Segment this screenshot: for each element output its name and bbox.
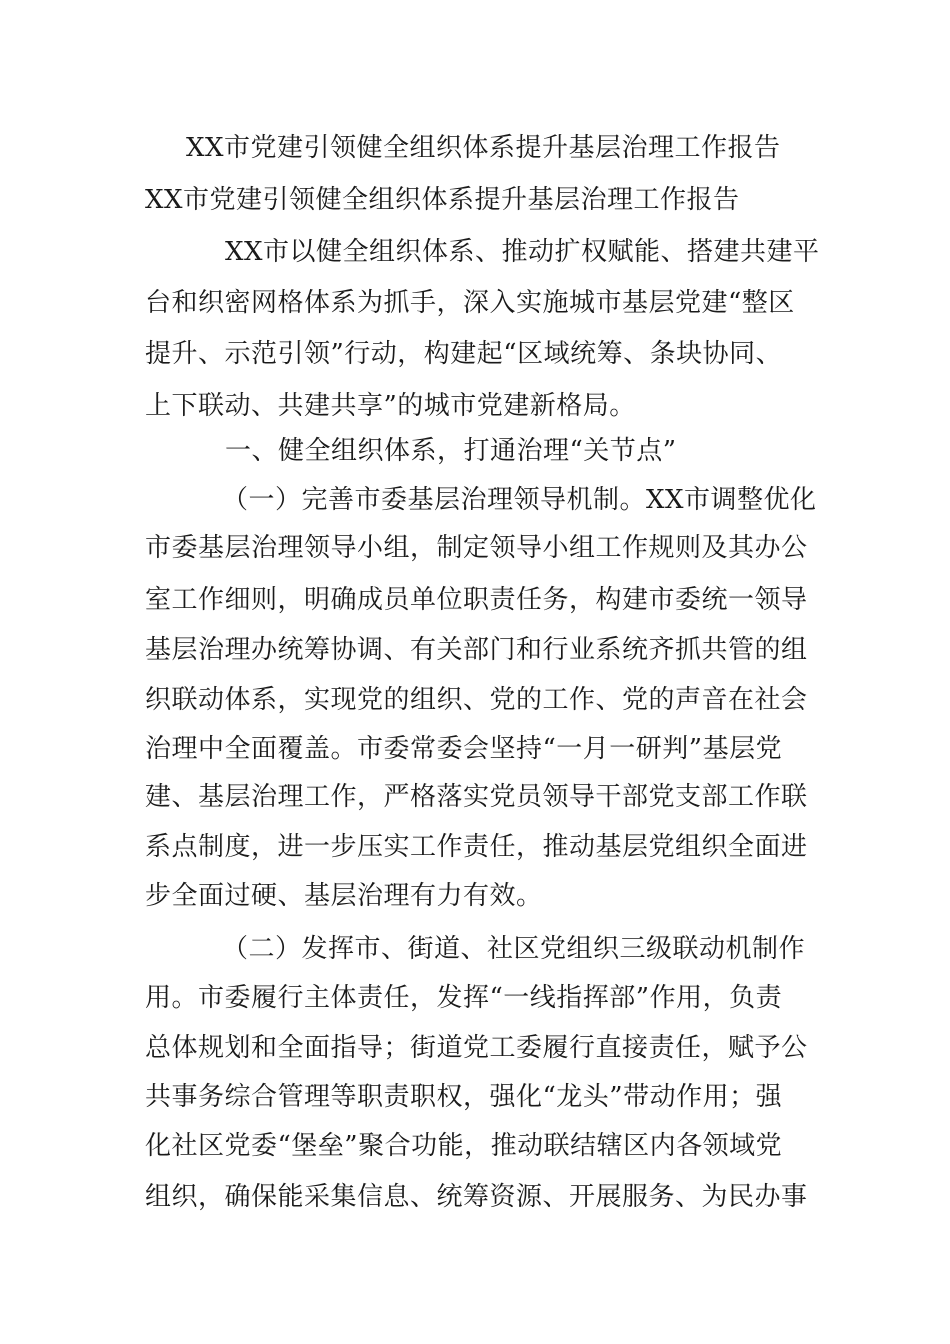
- intro-line: XX市以健全组织体系、推动扩权赋能、搭建共建平: [225, 237, 820, 267]
- paragraph-line: 组织，确保能采集信息、统筹资源、开展服务、为民办事: [145, 1182, 808, 1212]
- document-subtitle: XX市党建引领健全组织体系提升基层治理工作报告: [145, 185, 740, 215]
- paragraph-line: 织联动体系，实现党的组织、党的工作、党的声音在社会: [145, 685, 808, 715]
- paragraph-line: 市委基层治理领导小组，制定领导小组工作规则及其办公: [145, 533, 808, 563]
- paragraph-line: 系点制度，进一步压实工作责任，推动基层党组织全面进: [145, 832, 808, 862]
- intro-line: 提升、示范引领”行动，构建起“区域统筹、条块协同、: [145, 339, 783, 369]
- paragraph-line: 步全面过硬、基层治理有力有效。: [145, 881, 543, 911]
- paragraph-line: 建、基层治理工作，严格落实党员领导干部党支部工作联: [145, 782, 808, 812]
- section-heading: 一、健全组织体系，打通治理“关节点”: [225, 436, 677, 466]
- paragraph-line: 总体规划和全面指导；街道党工委履行直接责任，赋予公: [145, 1033, 808, 1063]
- paragraph-line: （二）发挥市、街道、社区党组织三级联动机制作: [222, 934, 806, 964]
- intro-line: 上下联动、共建共享”的城市党建新格局。: [145, 391, 636, 421]
- document-title: XX市党建引领健全组织体系提升基层治理工作报告: [186, 133, 781, 163]
- paragraph-line: 用。市委履行主体责任，发挥“一线指挥部”作用，负责: [145, 983, 783, 1013]
- paragraph-line: 基层治理办统筹协调、有关部门和行业系统齐抓共管的组: [145, 635, 808, 665]
- paragraph-line: 化社区党委“堡垒”聚合功能，推动联结辖区内各领域党: [145, 1131, 783, 1161]
- paragraph-line: 共事务综合管理等职责职权，强化“龙头”带动作用；强: [145, 1082, 783, 1112]
- paragraph-line: 室工作细则，明确成员单位职责任务，构建市委统一领导: [145, 585, 808, 615]
- paragraph-line: （一）完善市委基层治理领导机制。XX市调整优化: [222, 485, 817, 515]
- intro-line: 台和织密网格体系为抓手，深入实施城市基层党建“整区: [145, 288, 795, 318]
- paragraph-line: 治理中全面覆盖。市委常委会坚持“一月一研判”基层党: [145, 734, 783, 764]
